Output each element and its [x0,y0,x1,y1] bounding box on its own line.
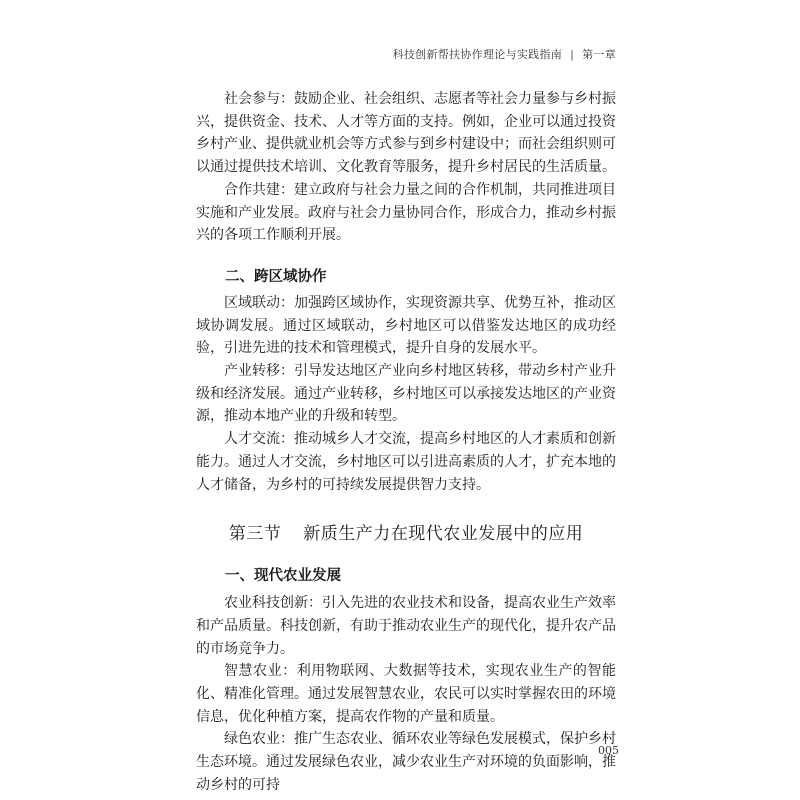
section-number: 第三节 [228,524,282,545]
page-body [196,88,616,797]
header-separator: | [570,48,575,61]
subheading-cross-region: 二、跨区域协作 [225,268,327,285]
book-title: 科技创新帮扶协作理论与实践指南 [392,48,563,61]
section-title [196,522,616,546]
paragraph-talent-exchange: 人才交流：推动城乡人才交流，提高乡村地区的人才素质和创新能力。通过人才交流，乡村地区可以引进高素质的人才，扩充本地的人才储备，为乡村的可持续发展提供智力支持。 [196,431,616,493]
paragraph-industry-transfer: 产业转移：引导发达地区产业向乡村地区转移，带动乡村产业升级和经济发展。通过产业转移，乡村地区可以承接发达地区的产业资源，推动本地产业的升级和转型。 [196,363,616,425]
paragraph-ag-tech-innovation: 农业科技创新：引入先进的农业技术和设备，提高农业生产效率和产品质量。科技创新，有助于推动农业生产的现代化，提升农产品的市场竞争力。 [196,595,616,657]
paragraph-smart-agriculture: 智慧农业：利用物联网、大数据等技术，实现农业生产的智能化、精准化管理。通过发展智慧农业，农民可以实时掌握农田的环境信息，优化种植方案，提高农作物的产量和质量。 [196,663,616,725]
paragraph-regional-linkage: 区域联动：加强跨区域协作，实现资源共享、优势互补，推动区域协调发展。通过区域联动，乡村地区可以借鉴发达地区的成功经验，引进先进的技术和管理模式，提升自身的发展水平。 [196,294,616,357]
section-title-text: 新质生产力在现代农业发展中的应用 [303,524,584,545]
paragraph-social-participation: 社会参与：鼓励企业、社会组织、志愿者等社会力量参与乡村振兴，提供资金、技术、人才等方面的支持。例如，企业可以通过投资乡村产业、提供就业机会等方式参与到乡村建设中；而社会组织则可以通过提供技术培训、文化教育等服务，提升乡村居民的生活质量。 [196,91,616,176]
subheading-modern-agriculture: 一、现代农业发展 [225,568,341,585]
page-number: 005 [598,744,619,757]
running-header [393,46,616,62]
paragraph-cooperation: 合作共建：建立政府与社会力量之间的合作机制，共同推进项目实施和产业发展。政府与社会力量协同合作，形成合力，推动乡村振兴的各项工作顺利开展。 [196,181,616,244]
chapter-label: 第一章 [582,48,616,61]
paragraph-green-agriculture: 绿色农业：推广生态农业、循环农业等绿色发展模式，保护乡村生态环境。通过发展绿色农业，减少农业生产对环境的负面影响，推动乡村的可持 [196,731,616,793]
